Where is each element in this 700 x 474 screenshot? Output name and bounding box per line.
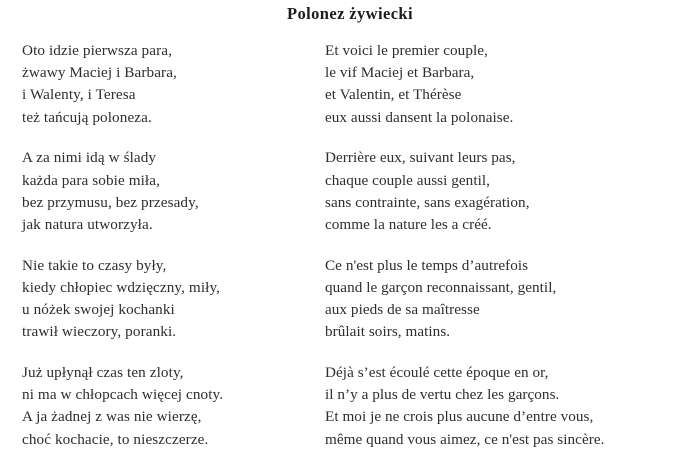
verse-line: i Walenty, i Teresa (22, 86, 136, 104)
verse-line: choć kochacie, to nieszczerze. (22, 430, 209, 448)
stanza (325, 362, 695, 451)
verse-line: quand le garçon reconnaissant, gentil, (325, 278, 557, 296)
verse-line: Nie takie to czasy były, (22, 256, 167, 274)
verse-line: comme la nature les a créé. (325, 215, 492, 233)
verse-line: sans contrainte, sans exagération, (325, 193, 530, 211)
poem-columns (0, 40, 700, 474)
verse-line: Déjà s’est écoulé cette époque en or, (325, 363, 549, 381)
verse-line: et Valentin, et Thérèse (325, 86, 462, 104)
verse-line: il n’y a plus de vertu chez les garçons. (325, 386, 560, 404)
stanza (22, 255, 312, 344)
verse-line: même quand vous aimez, ce n'est pas sincère. (325, 430, 605, 448)
verse-line: kiedy chłopiec wdzięczny, miły, (22, 278, 221, 296)
verse-line: Et moi je ne crois plus aucune d’entre vous, (325, 408, 594, 426)
verse-line: też tańcują poloneza. (22, 108, 152, 126)
stanza (325, 255, 695, 344)
verse-line: Ce n'est plus le temps d’autrefois (325, 256, 529, 274)
verse-line: Derrière eux, suivant leurs pas, (325, 149, 516, 167)
verse-line: A ja żadnej z was nie wierzę, (22, 408, 202, 426)
stanza (325, 147, 695, 236)
verse-line: bez przymusu, bez przesady, (22, 193, 199, 211)
verse-line: u nóżek swojej kochanki (22, 301, 175, 319)
verse-line: chaque couple aussi gentil, (325, 171, 490, 189)
poem-column-polish (22, 40, 312, 469)
verse-line: Et voici le premier couple, (325, 42, 488, 59)
verse-line: ni ma w chłopcach więcej cnoty. (22, 386, 224, 404)
verse-line: trawił wieczory, poranki. (22, 323, 177, 341)
verse-line: każda para sobie miła, (22, 171, 160, 189)
verse-line: aux pieds de sa maîtresse (325, 301, 480, 319)
verse-line: le vif Maciej et Barbara, (325, 64, 475, 82)
stanza (22, 147, 312, 236)
verse-line: A za nimi idą w ślady (22, 149, 157, 167)
page-title: Polonez żywiecki (287, 4, 413, 23)
verse-line: Już upłynął czas ten zloty, (22, 363, 184, 381)
verse-line: jak natura utworzyła. (22, 215, 153, 233)
stanza (325, 40, 695, 129)
verse-line: żwawy Maciej i Barbara, (22, 64, 177, 82)
verse-line: brûlait soirs, matins. (325, 323, 451, 341)
verse-line: Oto idzie pierwsza para, (22, 42, 172, 59)
stanza (22, 362, 312, 451)
poem-column-french (325, 40, 695, 469)
verse-line: eux aussi dansent la polonaise. (325, 108, 514, 126)
stanza (22, 40, 312, 129)
